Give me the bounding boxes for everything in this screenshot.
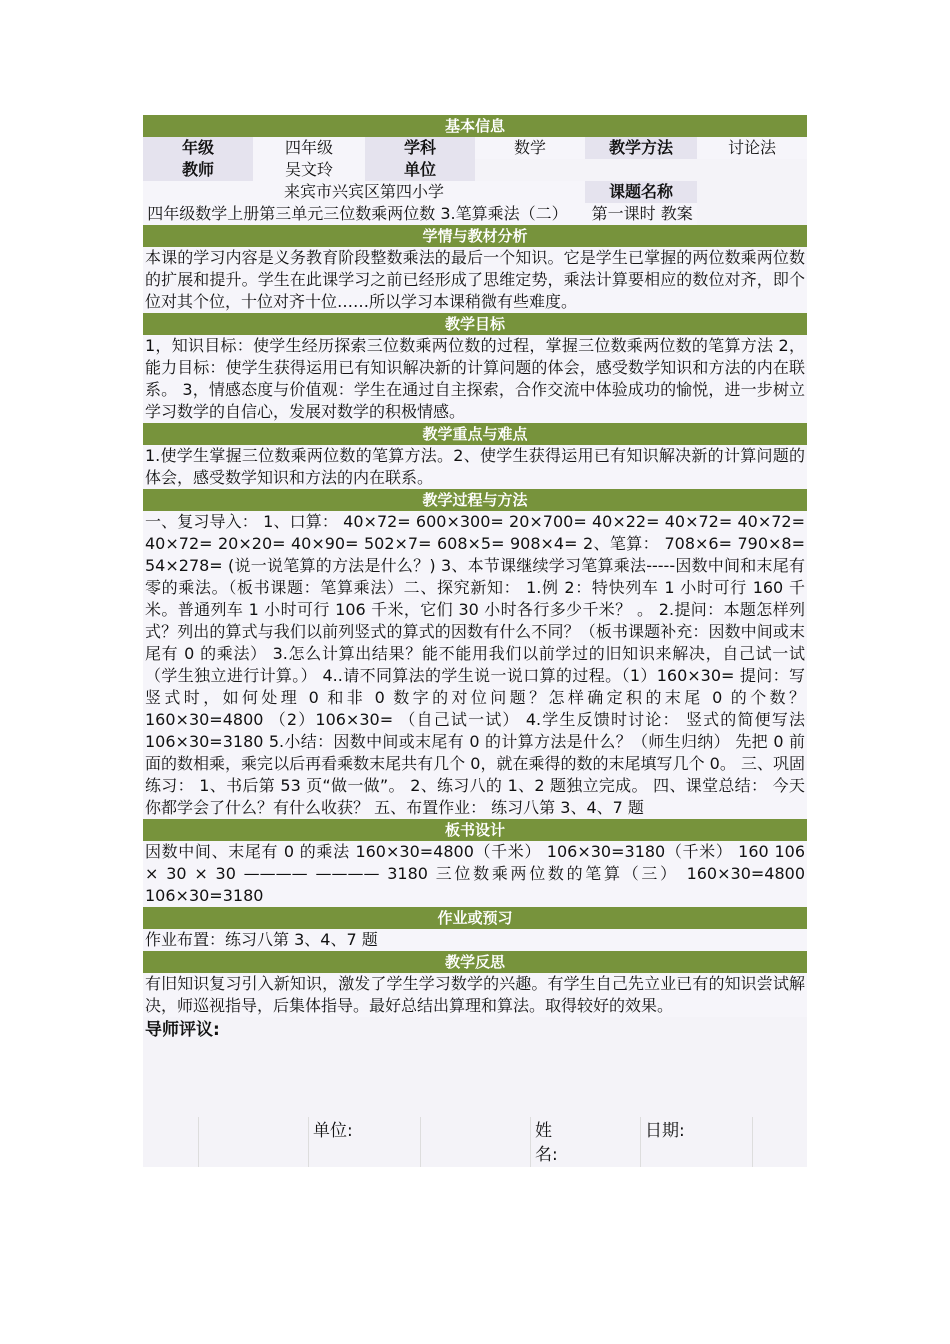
- section-header-reflection: 教学反思: [143, 951, 807, 973]
- signature-cell-empty: [198, 1117, 308, 1167]
- subject-value: 数学: [475, 137, 585, 159]
- key-points-text: 1.使学生掌握三位数乘两位数的笔算方法。2、使学生获得运用已有知识解决新的计算问题的体会，感受数学知识和方法的内在联系。: [145, 446, 805, 487]
- board-design-text: 因数中间、末尾有 0 的乘法 160×30=4800（千米） 106×30=3180（千米） 160 106 × 30 × 30 ———— ———— 3180 三位数乘两位数的笔算（三） 160×30=4800 106×30=3180: [145, 842, 805, 905]
- topic-value: 四年级数学上册第三单元三位数乘两位数 3.笔算乘法（二） 第一课时 教案: [143, 203, 697, 225]
- signature-row: [143, 1117, 807, 1167]
- signature-unit-label: 单位:: [308, 1117, 420, 1167]
- grade-label: 年级: [143, 137, 253, 159]
- process-text: 一、复习导入： 1、口算： 40×72= 600×300= 20×700= 40×22= 40×72= 40×72= 40×72= 20×20= 40×90= 502×7= 608×5= 908×4= 2、笔算： 708×6= 790×8= 54×278= (说一说笔算的方法是什么？) 3、本节课继续学习笔算乘法-----因数中间和末尾有零的乘法。（板书课题：笔算乘法）二、探究新知： 1.例 2：特快列车 1 小时可行 160 千米。普通列车 1 小时可行 106 千米，它们 30 小时各行多少千米？ 。 2.提问：本题怎样列式？列出的算式与我们以前列竖式的算式的因数有什么不同？（板书课题补充：因数中间或末尾有 0 的乘法） 3.怎么计算出结果？能不能用我们以前学过的旧知识来解决，自己试一试 （学生独立进行计算。） 4..请不同算法的学生说一说口算的过程。（1）160×30= 提问：写竖式时，如何处理 0 和非 0 数字的对位问题？怎样确定积的末尾 0 的个数？ 160×30=4800 （2）106×30= （自己试一试） 4.学生反馈时讨论： 竖式的简便写法 106×30=3180 5.小结：因数中间或末尾有 0 的计算方法是什么？（师生归纳） 先把 0 前面的数相乘，乘完以后再看乘数末尾共有几个 0，就在乘得的数的末尾填写几个 0。 三、巩固练习： 1、书后第 53 页“做一做”。 2、练习八的 1、2 题独立完成。 四、课堂总结： 今天你都学会了什么？有什么收获？ 五、布置作业： 练习八第 3、4、7 题: [145, 512, 805, 817]
- grade-value: 四年级: [253, 137, 365, 159]
- unit-label: 单位: [365, 159, 475, 181]
- subject-label: 学科: [365, 137, 475, 159]
- homework-text: 作业布置：练习八第 3、4、7 题: [143, 929, 807, 951]
- method-label: 教学方法: [585, 137, 697, 159]
- section-header-board: 板书设计: [143, 819, 807, 841]
- teacher-value: 吴文玲: [253, 159, 365, 181]
- mentor-comment-label: 导师评议:: [143, 1017, 807, 1117]
- reflection-text: 有旧知识复习引入新知识，激发了学生学习数学的兴趣。有学生自己先立业已有的知识尝试解决，师巡视指导，后集体指导。最好总结出算理和算法。取得较好的效果。: [145, 974, 805, 1015]
- signature-cell-empty: [143, 1117, 198, 1167]
- signature-date-label: 日期:: [640, 1117, 752, 1167]
- lesson-plan-table: [143, 115, 807, 1167]
- basic-info-grid: [143, 137, 807, 225]
- analysis-text: 本课的学习内容是义务教育阶段整数乘法的最后一个知识。它是学生已掌握的两位数乘两位数的扩展和提升。学生在此课学习之前已经形成了思维定势，乘法计算要相应的数位对齐，即个位对其个位，十位对齐十位……所以学习本课稍微有些难度。: [145, 248, 805, 311]
- teacher-label: 教师: [143, 159, 253, 181]
- signature-name-label: 姓名:: [530, 1117, 563, 1167]
- section-header-process: 教学过程与方法: [143, 489, 807, 511]
- section-header-basic: 基本信息: [143, 115, 807, 137]
- signature-cell-empty: [752, 1117, 807, 1167]
- section-header-goals: 教学目标: [143, 313, 807, 335]
- unit-value: 来宾市兴宾区第四小学: [143, 181, 585, 203]
- section-header-homework: 作业或预习: [143, 907, 807, 929]
- section-header-key: 教学重点与难点: [143, 423, 807, 445]
- topic-label: 课题名称: [585, 181, 697, 203]
- section-header-analysis: 学情与教材分析: [143, 225, 807, 247]
- method-value: 讨论法: [697, 137, 807, 159]
- signature-cell-empty: [420, 1117, 530, 1167]
- goals-text: 1，知识目标：使学生经历探索三位数乘两位数的过程，掌握三位数乘两位数的笔算方法 2，能力目标：使学生获得运用已有知识解决新的计算问题的体会，感受数学知识和方法的内在联系。 3，情感态度与价值观：学生在通过自主探索，合作交流中体验成功的愉悦，进一步树立学习数学的自信心，发展对数学的积极情感。: [145, 336, 805, 421]
